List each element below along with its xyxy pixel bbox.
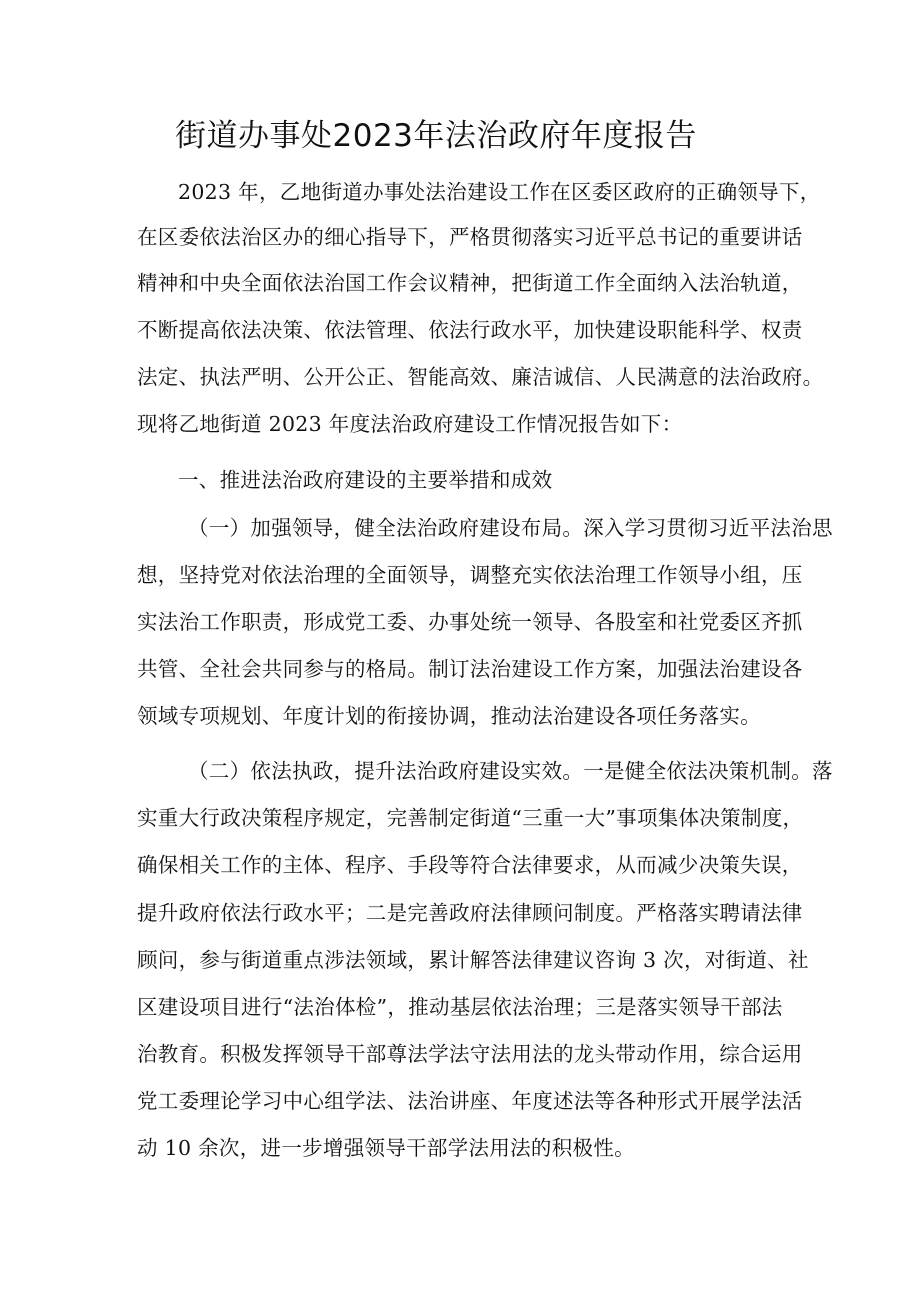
paragraph-line: 不断提高依法决策、依法管理、依法行政水平，加快建设职能科学、权责 <box>137 318 803 342</box>
section-heading: 一、推进法治政府建设的主要举措和成效 <box>178 468 553 492</box>
document-title: 街道办事处2023年法治政府年度报告 <box>175 118 697 154</box>
paragraph-line: （一）加强领导，健全法治政府建设布局。深入学习贯彻习近平法治思 <box>188 516 833 540</box>
paragraph-line: 区建设项目进行“法治体检”，推动基层依法治理；三是落实领导干部法 <box>137 995 783 1019</box>
paragraph-line: 提升政府依法行政水平；二是完善政府法律顾问制度。严格落实聘请法律 <box>137 901 803 925</box>
paragraph-line: 实法治工作职责，形成党工委、办事处统一领导、各股室和社党委区齐抓 <box>137 610 803 634</box>
paragraph-line: （二）依法执政，提升法治政府建设实效。一是健全依法决策机制。落 <box>188 759 833 783</box>
paragraph-line: 法定、执法严明、公开公正、智能高效、廉洁诚信、人民满意的法治政府。 <box>137 365 824 389</box>
paragraph-line: 在区委依法治区办的细心指导下，严格贯彻落实习近平总书记的重要讲话 <box>137 225 803 249</box>
paragraph-line: 党工委理论学习中心组学法、法治讲座、年度述法等各种形式开展学法活 <box>137 1089 803 1113</box>
paragraph-line: 动 10 余次，进一步增强领导干部学法用法的积极性。 <box>137 1136 635 1160</box>
paragraph-line: 现将乙地街道 2023 年度法治政府建设工作情况报告如下： <box>137 412 683 436</box>
paragraph-line: 确保相关工作的主体、程序、手段等符合法律要求，从而减少决策失误， <box>137 853 803 877</box>
paragraph-line: 顾问，参与街道重点涉法领域，累计解答法律建议咨询 3 次，对街道、社 <box>137 948 809 972</box>
paragraph-line: 实重大行政决策程序规定，完善制定街道“三重一大”事项集体决策制度， <box>137 806 804 830</box>
paragraph-line: 2023 年，乙地街道办事处法治建设工作在区委区政府的正确领导下， <box>178 180 821 204</box>
paragraph-line: 治教育。积极发挥领导干部尊法学法守法用法的龙头带动作用，综合运用 <box>137 1042 803 1066</box>
paragraph-line: 共管、全社会共同参与的格局。制订法治建设工作方案，加强法治建设各 <box>137 657 803 681</box>
paragraph-line: 领域专项规划、年度计划的衔接协调，推动法治建设各项任务落实。 <box>137 704 761 728</box>
paragraph-line: 想，坚持党对依法治理的全面领导，调整充实依法治理工作领导小组，压 <box>137 563 803 587</box>
paragraph-line: 精神和中央全面依法治国工作会议精神，把街道工作全面纳入法治轨道， <box>137 271 803 295</box>
